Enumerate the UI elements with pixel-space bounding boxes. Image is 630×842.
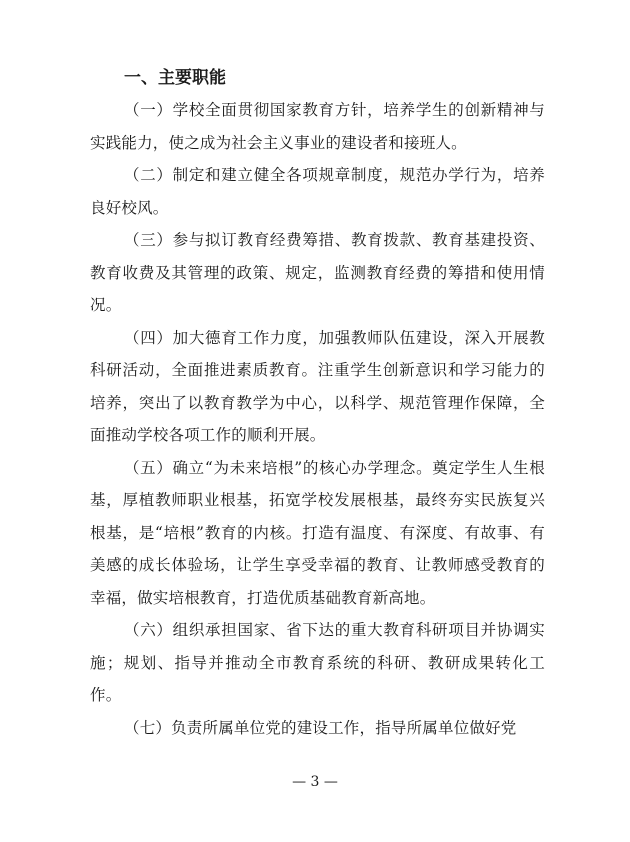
paragraph-6: （六）组织承担国家、省下达的重大教育科研项目并协调实施；规划、指导并推动全市教育系统的科研、教研成果转化工作。	[90, 621, 545, 704]
paragraph-3: （三）参与拟订教育经费筹措、教育拨款、教育基建投资、教育收费及其管理的政策、规定，监测教育经费的筹措和使用情况。	[90, 231, 545, 314]
page-number: — 3 —	[292, 774, 338, 790]
paragraph-4: （四）加大德育工作力度，加强教师队伍建设，深入开展教科研活动，全面推进素质教育。注重学生创新意识和学习能力的培养，突出了以教育教学为中心，以科学、规范管理作保障，全面推动学校各项工作的顺利开展。	[90, 328, 545, 444]
paragraph-1: （一）学校全面贯彻国家教育方针，培养学生的创新精神与实践能力，使之成为社会主义事业的建设者和接班人。	[90, 101, 545, 152]
document-body	[90, 62, 545, 744]
paragraph-2: （二）制定和建立健全各项规章制度，规范办学行为，培养良好校风。	[90, 166, 545, 217]
paragraph-7: （七）负责所属单位党的建设工作，指导所属单位做好党	[124, 718, 517, 737]
section-heading: 一、主要职能	[124, 68, 226, 88]
paragraph-5: （五）确立“为未来培根”的核心办学理念。奠定学生人生根基，厚植教师职业根基，拓宽学校发展根基，最终夯实民族复兴根基，是“培根”教育的内核。打造有温度、有深度、有故事、有美感的成长体验场，让学生享受幸福的教育、让教师感受教育的幸福，做实培根教育，打造优质基础教育新高地。	[90, 458, 545, 607]
